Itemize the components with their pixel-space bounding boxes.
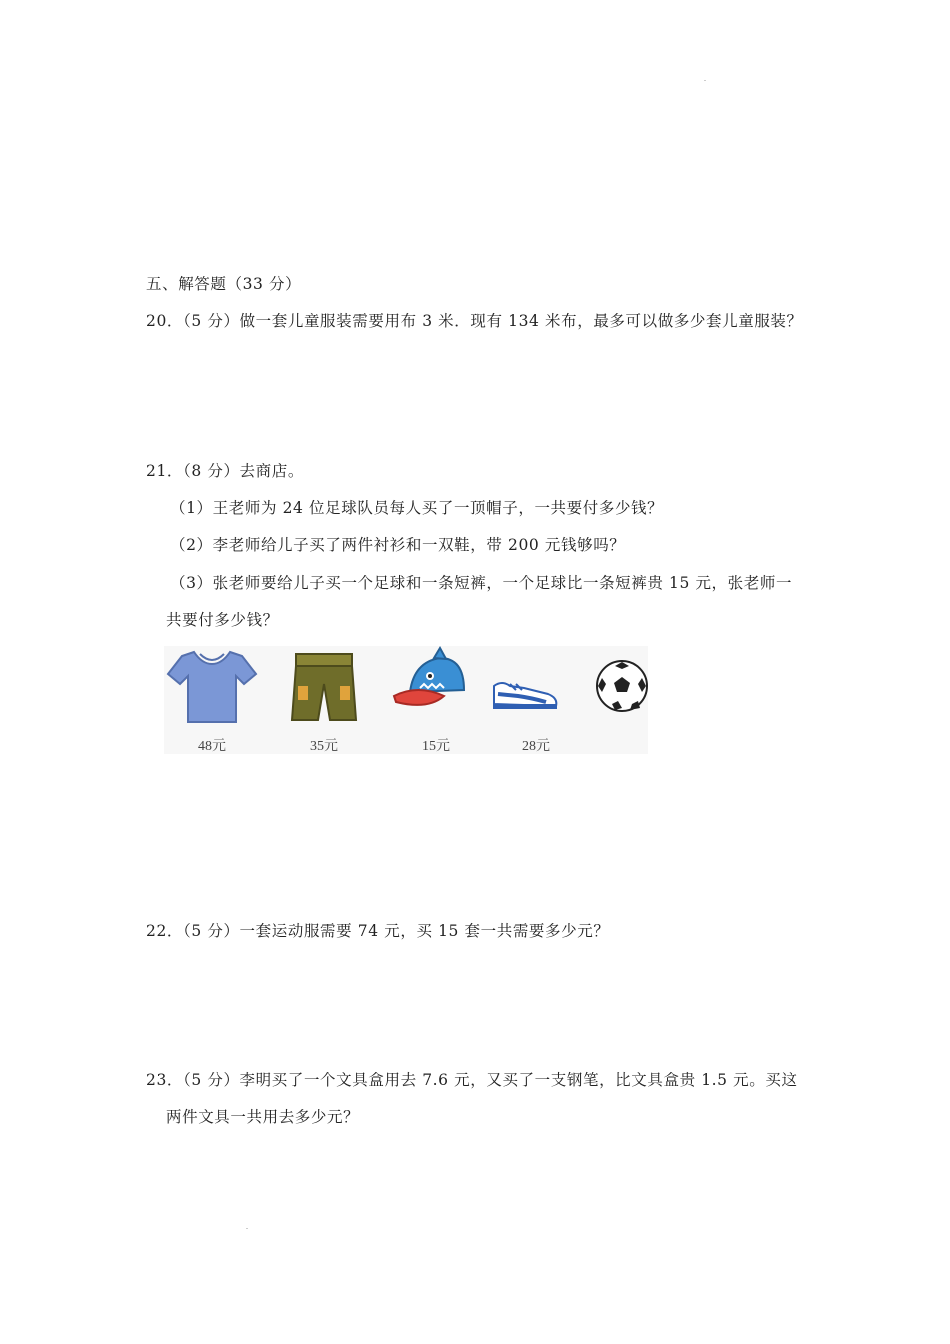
price-label: 48元 — [198, 739, 226, 754]
shop-item-shorts — [276, 646, 372, 754]
question-21-part-2: （2）李老师给儿子买了两件衬衫和一双鞋，带 200 元钱够吗？ — [170, 536, 626, 554]
shorts-icon — [276, 646, 372, 732]
price-label: 28元 — [522, 739, 550, 754]
shop-item-soccer-ball — [582, 646, 678, 754]
shirt-icon — [164, 646, 260, 732]
price-label: 15元 — [422, 739, 450, 754]
soccer-ball-icon — [582, 646, 678, 732]
question-21-part-1: （1）王老师为 24 位足球队员每人买了一顶帽子，一共要付多少钱？ — [170, 499, 664, 517]
shop-items-figure — [164, 646, 648, 754]
question-21-title: 21．（8 分）去商店。 — [146, 462, 304, 480]
scan-dot — [704, 80, 706, 81]
question-20: 20．（5 分）做一套儿童服装需要用布 3 米．现有 134 米布，最多可以做多少套儿童服装？ — [146, 312, 803, 330]
question-21-part-3-line-2: 共要付多少钱？ — [166, 611, 279, 629]
cap-icon — [388, 646, 484, 732]
price-label: 35元 — [310, 739, 338, 754]
shop-item-cap — [388, 646, 484, 754]
shop-item-shirt — [164, 646, 260, 754]
shoe-icon — [488, 646, 584, 732]
section-heading: 五、解答题（33 分） — [146, 275, 302, 293]
scan-dot — [246, 1228, 248, 1229]
question-23-line-2: 两件文具一共用去多少元？ — [166, 1108, 360, 1126]
question-22: 22．（5 分）一套运动服需要 74 元，买 15 套一共需要多少元？ — [146, 922, 610, 940]
shop-item-shoe — [488, 646, 584, 754]
question-21-part-3-line-1: （3）张老师要给儿子买一个足球和一条短裤，一个足球比一条短裤贵 15 元，张老师一 — [170, 574, 793, 592]
question-23-line-1: 23．（5 分）李明买了一个文具盒用去 7.6 元，又买了一支钢笔，比文具盒贵 1.5 元。买这 — [146, 1071, 798, 1089]
